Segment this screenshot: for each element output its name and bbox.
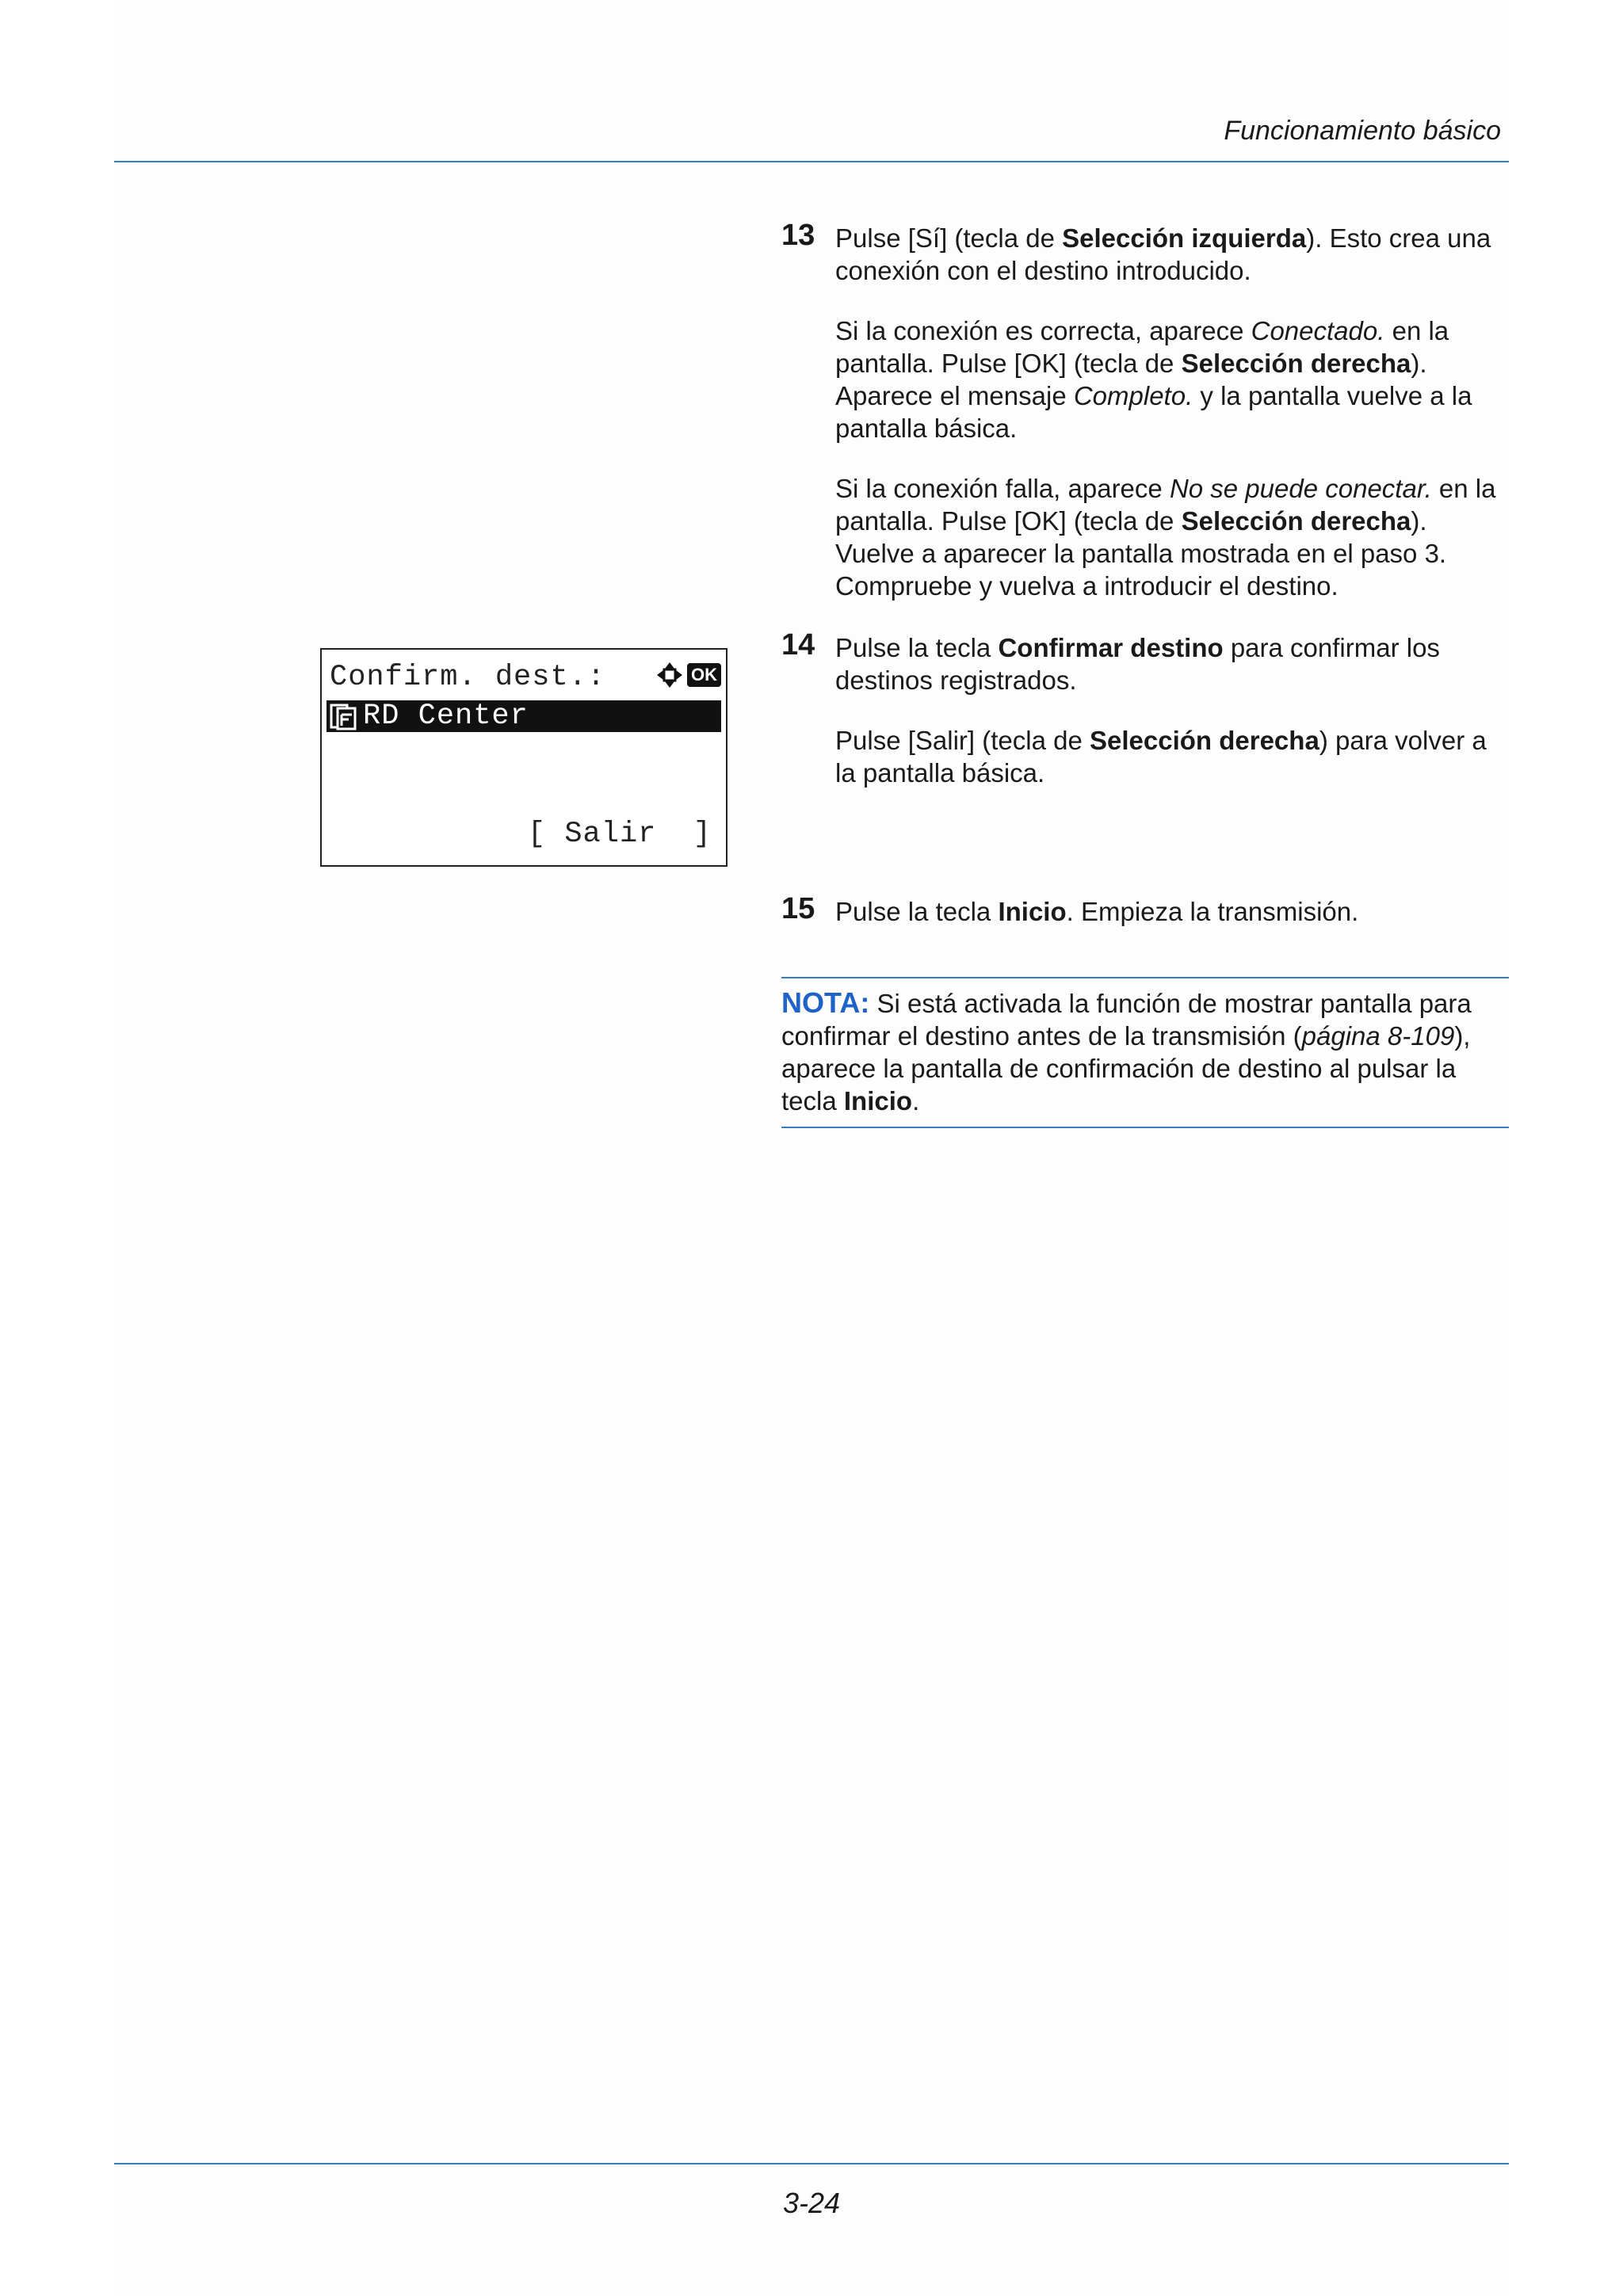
footer-rule [114,2163,1509,2164]
step-number: 14 [781,628,815,662]
lcd-softkey-exit-label: Salir [564,818,657,851]
step-paragraph: Si la conexión es correcta, aparece Conectado. en la pantalla. Pulse [OK] (tecla de Selección derecha). Aparece el mensaje Completo. y la pantalla vuelve a la pantalla básica. [835,316,1472,443]
step-paragraph: Pulse la tecla Inicio. Empieza la transmisión. [835,897,1359,926]
lcd-selected-destination [327,700,721,732]
step-body [835,631,1501,817]
page-reference-link[interactable]: página 8-109 [1301,1021,1455,1051]
lcd-title: Confirm. dest.: [330,661,606,694]
note-box: NOTA: Si está activada la función de mostrar pantalla para confirmar el destino antes de la transmisión (página 8-109), aparece la pantalla de confirmación de destino al pulsar la tecla Inicio. [781,977,1509,1128]
running-header: Funcionamiento básico [1224,116,1501,146]
lcd-destination-name: RD Center [363,700,529,733]
step-body [835,222,1501,630]
step-paragraph: Pulse la tecla Confirmar destino para confirmar los destinos registrados. [835,633,1440,695]
note-label: NOTA: [781,986,870,1019]
step-paragraph: Pulse [Salir] (tecla de Selección derecha) para volver a la pantalla básica. [835,726,1487,788]
step-paragraph: Si la conexión falla, aparece No se puede conectar. en la pantalla. Pulse [OK] (tecla de Selección derecha). Vuelve a aparecer la pantalla mostrada en el paso 3. Compruebe y vuelva a introducir el destino. [835,474,1496,601]
step-paragraph: Pulse [Sí] (tecla de Selección izquierda). Esto crea una conexión con el destino introducido. [835,223,1491,285]
four-way-arrow-icon [655,661,684,689]
step-number: 13 [781,219,815,252]
step-body [835,895,1501,955]
lcd-nav-ok-indicator [655,661,721,689]
lcd-softkey-exit: [ Salir ] [527,818,712,851]
ok-icon: OK [687,663,721,687]
header-rule [114,161,1509,162]
step-number: 15 [781,892,815,925]
address-book-icon [330,702,358,730]
lcd-screen [320,648,727,867]
page-number: 3-24 [782,2187,841,2219]
